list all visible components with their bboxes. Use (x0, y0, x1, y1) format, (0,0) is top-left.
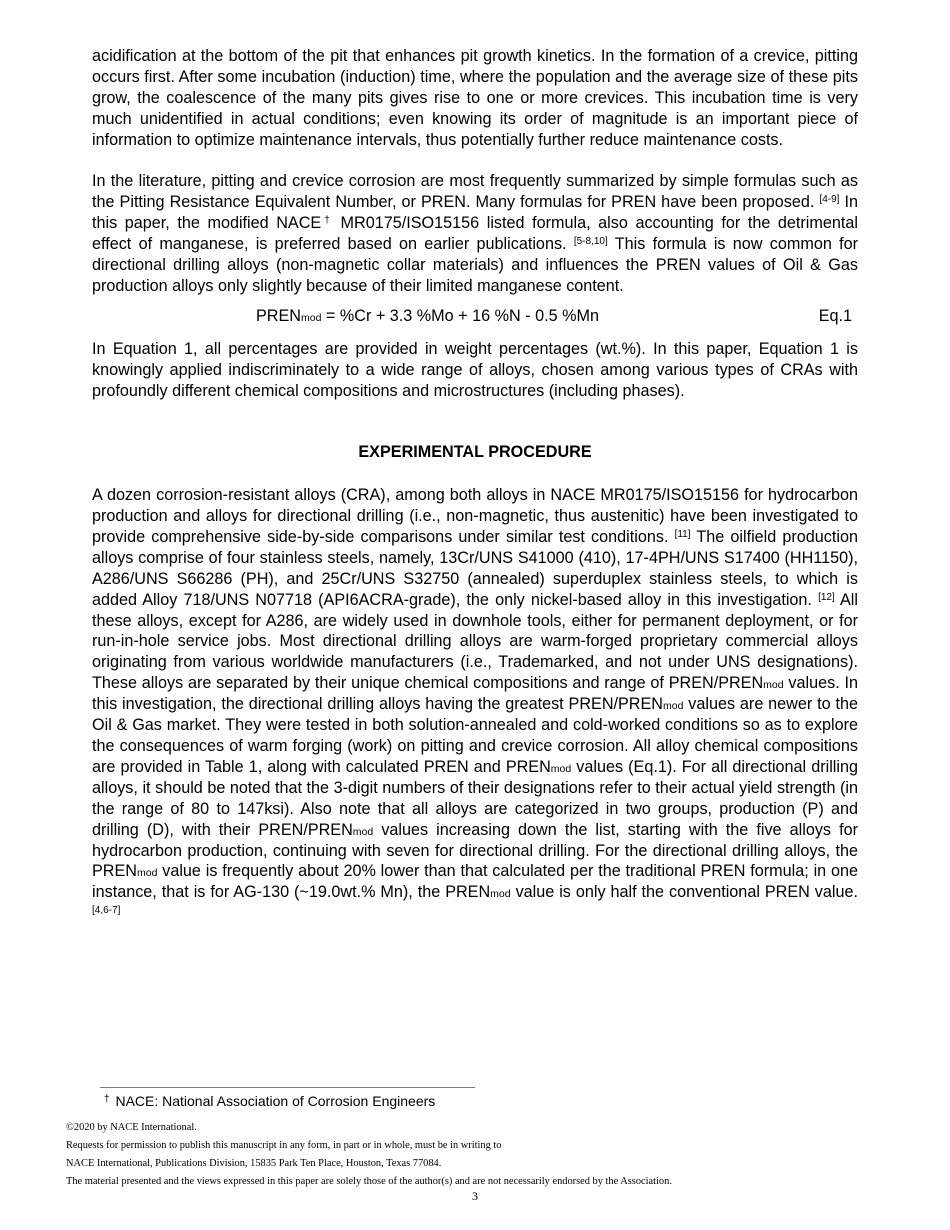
citation: [5-8,10] (573, 235, 608, 247)
copyright-line: ©2020 by NACE International. (66, 1122, 197, 1133)
text-span: values (Eq.1). For all directional drilling alloys, it should be noted that the 3-digit numbers of their designations refer to their actual yield strength (in the range of 80 to 147ksi). Also note that all alloys are categorized in two groups, production (P) and drilling (D), with their PREN/PREN (92, 757, 858, 839)
address-line: NACE International, Publications Division, 15835 Park Ten Place, Houston, Texas 77084. (66, 1158, 442, 1169)
equation-lhs: PREN (256, 307, 301, 326)
footnote-text: NACE: National Association of Corrosion Engineers (111, 1093, 436, 1109)
equation-pren-mod (92, 306, 858, 327)
paragraph-experimental (92, 485, 858, 924)
subscript-mod: mod (550, 762, 572, 775)
text-span: The oilfield production alloys comprise of four stainless steels, namely, 13Cr/UNS S41000 (410), 17-4PH/UNS S17400 (HH1150), A286/UNS S66286 (PH), and 25Cr/UNS S32750 (annealed) superduplex stainless steels, to which is added Alloy 718/UNS N07718 (API6ACRA-grade), the only nickel-based alloy in this investigation. (92, 527, 858, 609)
text-span: values. In this investigation, the directional drilling alloys having the greatest PREN/PREN (92, 674, 858, 714)
subscript-mod: mod (763, 679, 784, 692)
footnote-mark: † (104, 1094, 110, 1105)
footnote-divider (100, 1087, 475, 1088)
text-span: value is frequently about 20% lower than that calculated per the traditional PREN formula; in one instance, that is for AG-130 (~19.0wt.% Mn), the PREN (92, 862, 858, 902)
equation-subscript: mod (300, 312, 322, 325)
dagger-mark: † (321, 214, 333, 226)
equation-number: Eq.1 (818, 307, 852, 326)
text-span: In this paper, the modified NACE (92, 192, 858, 232)
citation: [12] (818, 591, 835, 603)
subscript-mod: mod (352, 825, 374, 838)
text-span: All these alloys, except for A286, are widely used in downhole tools, either for permanent deployment, or for run-in-hole service jobs. Most directional drilling alloys are warm-forged proprietary commercial alloys originating from various worldwide manufacturers (i.e., Trademarked, and not under UNS designations). These alloys are separated by their unique chemical compositions and range of PREN/PREN (92, 590, 858, 693)
footnote (104, 1092, 435, 1110)
citation: [4,6-7] (92, 905, 121, 917)
subscript-mod: mod (490, 888, 511, 901)
paragraph-pren-literature (92, 171, 858, 296)
page-number: 3 (472, 1189, 478, 1203)
text-span: A dozen corrosion-resistant alloys (CRA), among both alloys in NACE MR0175/ISO15156 for hydrocarbon production and alloys for directional drilling (i.e., non-magnetic, thus austenitic) have been investigated to provide comprehensive side-by-side comparisons under similar test conditions. (92, 486, 858, 546)
citation: [11] (674, 528, 691, 540)
text-span: MR0175/ISO15156 listed formula, also accounting for the detrimental effect of manganese, is preferred based on earlier publications. (92, 213, 858, 253)
citation: [4-9] (819, 193, 840, 205)
paragraph-equation-note: In Equation 1, all percentages are provided in weight percentages (wt.%). In this paper, Equation 1 is knowingly applied indiscriminately to a wide range of alloys, chosen among various types of CRAs with profoundly different chemical compositions and microstructures (including phases). (92, 340, 858, 401)
equation-formula (256, 306, 599, 327)
equation-rhs: = %Cr + 3.3 %Mo + 16 %N - 0.5 %Mn (321, 307, 599, 326)
text-span: values increasing down the list, starting with the five alloys for hydrocarbon production, continuing with seven for directional drilling. For the directional drilling alloys, the PREN (92, 820, 858, 881)
text-span: This formula is now common for directional drilling alloys (non-magnetic collar materials) and influences the PREN values of Oil & Gas production alloys only slightly because of their limited manganese content. (92, 234, 858, 295)
subscript-mod: mod (136, 867, 158, 880)
copyright-block (66, 1119, 672, 1191)
permission-line: Requests for permission to publish this manuscript in any form, in part or in whole, must be in writing to (66, 1140, 502, 1151)
subscript-mod: mod (662, 700, 684, 713)
disclaimer-line: The material presented and the views expressed in this paper are solely those of the author(s) and are not necessarily endorsed by the Association. (66, 1176, 672, 1187)
text-span: value is only half the conventional PREN value. (510, 883, 858, 902)
text-span: values are newer to the Oil & Gas market. They were tested in both solution-annealed and cold-worked conditions so as to explore the consequences of warm forging (work) on pitting and crevice corrosion. All alloy chemical compositions are provided in Table 1, along with calculated PREN and PREN (92, 695, 858, 776)
paragraph-pit-crevice: acidification at the bottom of the pit that enhances pit growth kinetics. In the formation of a crevice, pitting occurs first. After some incubation (induction) time, where the population and the average size of these pits grow, the coalescence of the many pits gives rise to one or more crevices. This incubation time is very much unidentified in actual conditions; even knowing its order of magnitude is an important piece of information to optimize maintenance intervals, thus potentially further reduce maintenance costs. (92, 47, 858, 149)
paper-body (92, 46, 858, 924)
section-heading: EXPERIMENTAL PROCEDURE (358, 443, 592, 462)
text-span: In the literature, pitting and crevice corrosion are most frequently summarized by simple formulas such as the Pitting Resistance Equivalent Number, or PREN. Many formulas for PREN have been proposed. (92, 172, 858, 211)
